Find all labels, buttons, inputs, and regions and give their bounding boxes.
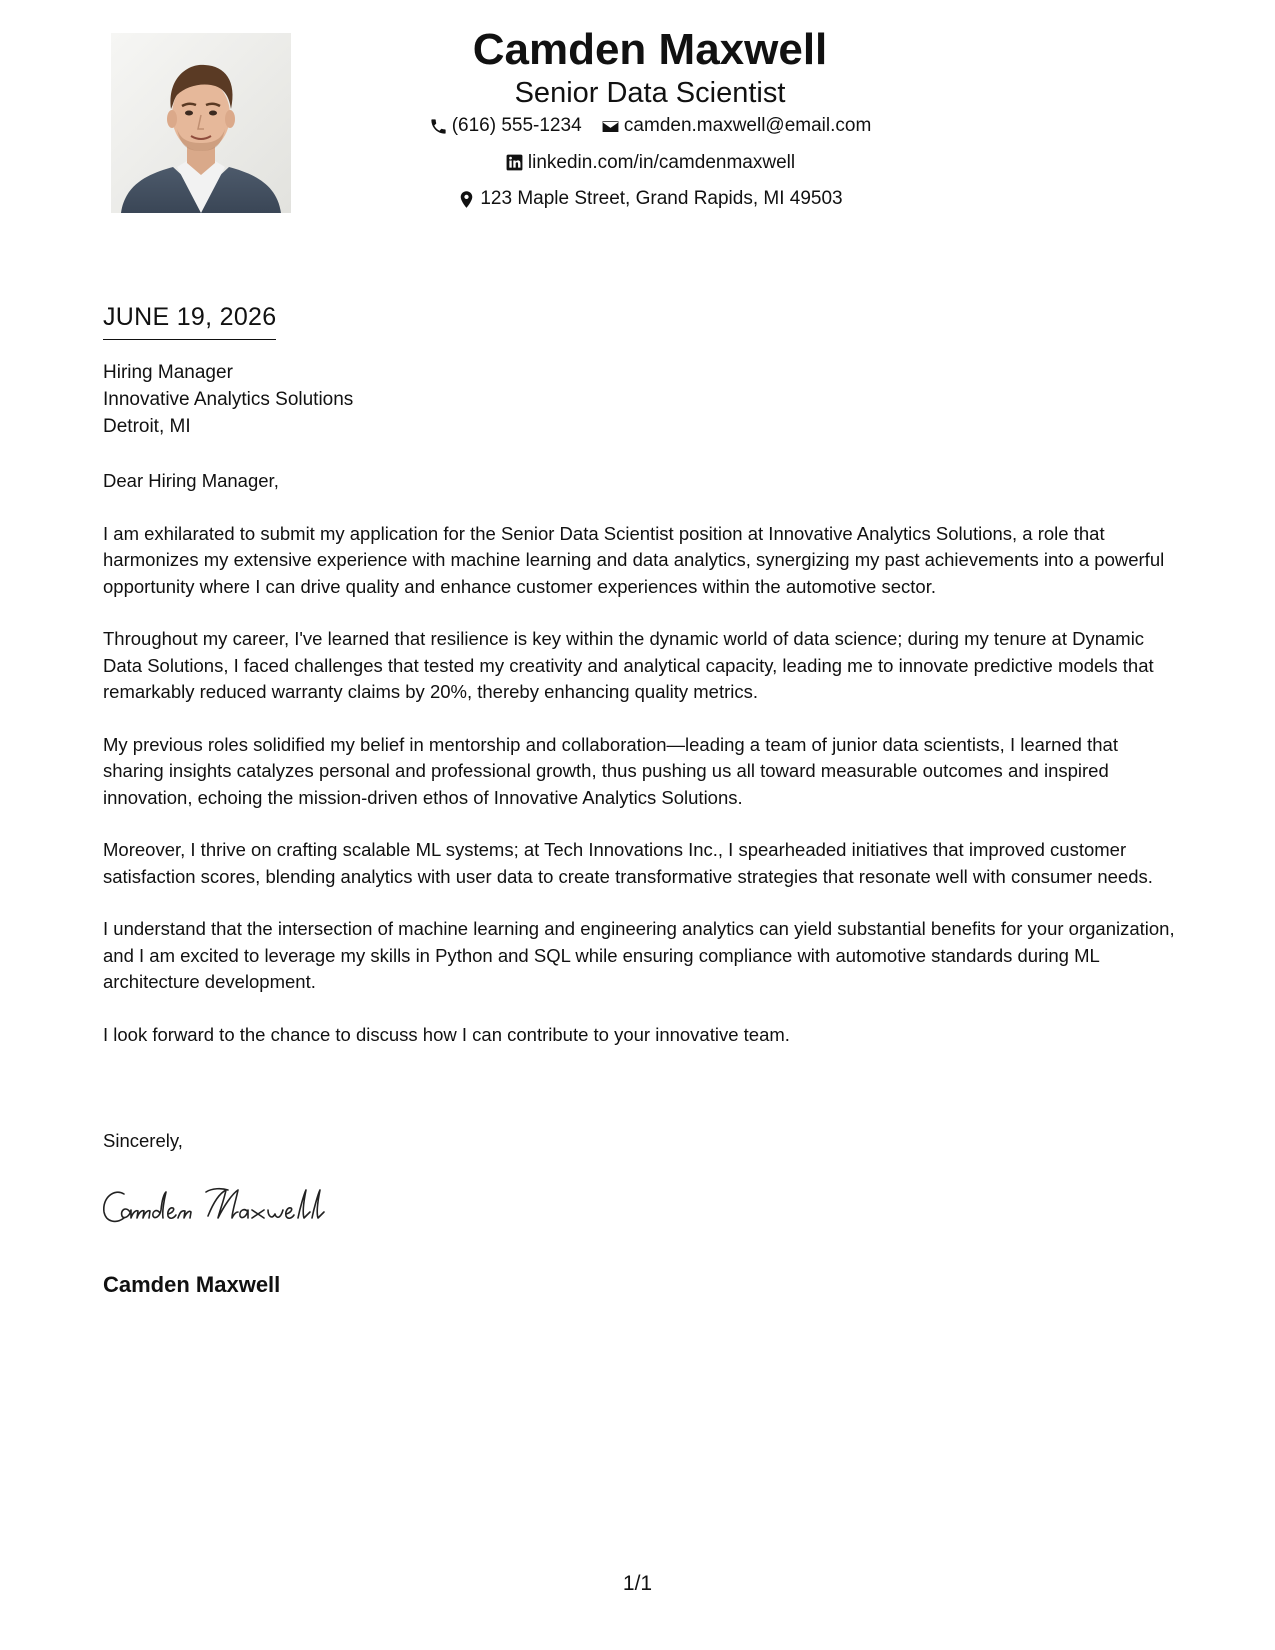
body-paragraph: Moreover, I thrive on crafting scalable ML systems; at Tech Innovations Inc., I spearheaded initiatives that improved customer satisfaction scores, blending analytics with user data to create transformative strategies that resonate well with consumer needs. <box>103 839 1153 887</box>
person-portrait-image <box>111 33 291 213</box>
contact-line-phone-email <box>300 110 1000 147</box>
recipient-location: Detroit, MI <box>103 416 191 437</box>
email-contact[interactable] <box>601 110 871 142</box>
body-paragraph: Throughout my career, I've learned that resilience is key within the dynamic world of data science; during my tenure at Dynamic Data Solutions, I faced challenges that tested my creativity and analytical capacity, leading me to innovate predictive models that remarkably reduced warranty claims by 20%, thereby enhancing quality metrics. <box>103 628 1154 702</box>
body-paragraph: My previous roles solidified my belief in mentorship and collaboration—leading a team of junior data scientists, I learned that sharing insights catalyzes personal and professional growth, thus pushing us all toward measurable outcomes and inspired innovation, echoing the mission-driven ethos of Innovative Analytics Solutions. <box>103 733 1118 808</box>
body-paragraph: I understand that the intersection of machine learning and engineering analytics can yield substantial benefits for your organization, and I am excited to leverage my skills in Python and SQL while ensuring compliance with automotive standards during ML architecture development. <box>103 918 1175 992</box>
envelope-icon <box>601 117 620 136</box>
phone-icon <box>429 117 448 136</box>
map-pin-icon <box>457 190 476 209</box>
address-contact <box>457 183 842 215</box>
contact-line-linkedin <box>300 147 1000 184</box>
closing: Sincerely, <box>103 1130 183 1151</box>
recipient-company: Innovative Analytics Solutions <box>103 389 354 410</box>
profile-photo <box>111 33 291 213</box>
recipient-block <box>103 359 353 440</box>
body-paragraph: I look forward to the chance to discuss how I can contribute to your innovative team. <box>103 1023 790 1045</box>
applicant-name: Camden Maxwell <box>472 25 828 74</box>
phone-contact[interactable] <box>429 110 582 142</box>
contact-line-address <box>300 183 1000 220</box>
handwritten-signature <box>100 1180 380 1236</box>
page-number: 1/1 <box>622 1572 653 1595</box>
linkedin-contact[interactable] <box>505 147 795 179</box>
signer-name: Camden Maxwell <box>103 1272 281 1297</box>
recipient-name: Hiring Manager <box>103 362 233 383</box>
salutation: Dear Hiring Manager, <box>103 470 279 491</box>
linkedin-icon <box>505 153 524 172</box>
letterhead <box>300 22 1000 220</box>
street-address: 123 Maple Street, Grand Rapids, MI 49503 <box>480 188 843 209</box>
phone-number: (616) 555-1234 <box>451 115 582 136</box>
linkedin-url: linkedin.com/in/camdenmaxwell <box>527 151 796 173</box>
body-paragraph: I am exhilarated to submit my application for the Senior Data Scientist position at Innovative Analytics Solutions, a role that harmonizes my extensive experience with machine learning and data analytics, synergizing my past achievements into a powerful opportunity where I can drive quality and enhance customer experiences within the automotive sector. <box>103 522 1165 597</box>
applicant-title: Senior Data Scientist <box>514 77 786 109</box>
email-address: camden.maxwell@email.com <box>623 115 872 136</box>
letter-body <box>103 468 1175 1074</box>
letter-date: JUNE 19, 2026 <box>103 299 276 340</box>
